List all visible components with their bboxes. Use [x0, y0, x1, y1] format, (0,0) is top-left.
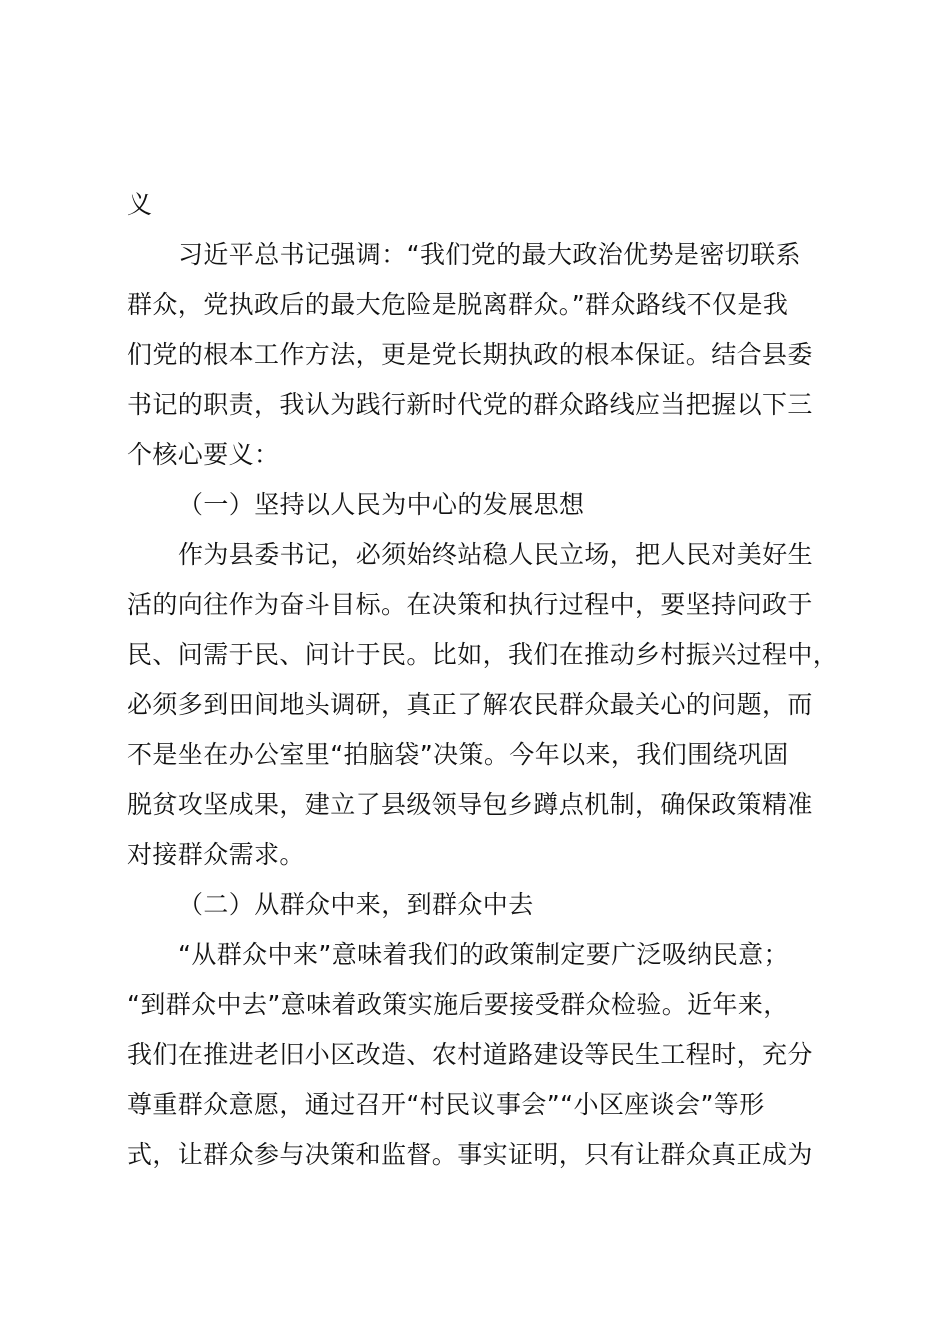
text-line: “到群众中去”意味着政策实施后要接受群众检验。近年来， — [127, 990, 789, 1019]
text-line: 不是坐在办公室里“拍脑袋”决策。今年以来，我们围绕巩固 — [127, 740, 789, 769]
paragraph-first-line: 作为县委书记，必须始终站稳人民立场，把人民对美好生 — [178, 540, 814, 569]
text-line: 民、问需于民、问计于民。比如，我们在推动乡村振兴过程中， — [127, 640, 839, 669]
text-line: 义 — [127, 190, 153, 219]
text-line: 群众，党执政后的最大危险是脱离群众。”群众路线不仅是我 — [127, 290, 789, 319]
section-heading-1: （一）坚持以人民为中心的发展思想 — [178, 490, 585, 519]
text-line: 们党的根本工作方法，更是党长期执政的根本保证。结合县委 — [127, 340, 813, 369]
text-line: 书记的职责，我认为践行新时代党的群众路线应当把握以下三 — [127, 390, 813, 419]
text-line: 对接群众需求。 — [127, 840, 305, 869]
text-line: 必须多到田间地头调研，真正了解农民群众最关心的问题，而 — [127, 690, 813, 719]
text-line: 脱贫攻坚成果，建立了县级领导包乡蹲点机制，确保政策精准 — [127, 790, 813, 819]
text-line: 个核心要义： — [127, 440, 280, 469]
text-line: 活的向往作为奋斗目标。在决策和执行过程中，要坚持问政于 — [127, 590, 813, 619]
paragraph-first-line: “从群众中来”意味着我们的政策制定要广泛吸纳民意； — [178, 940, 789, 969]
text-line: 尊重群众意愿，通过召开“村民议事会”“小区座谈会”等形 — [127, 1090, 765, 1119]
text-line: 我们在推进老旧小区改造、农村道路建设等民生工程时，充分 — [127, 1040, 813, 1069]
text-line: 式，让群众参与决策和监督。事实证明，只有让群众真正成为 — [127, 1140, 813, 1169]
paragraph-first-line: 习近平总书记强调：“我们党的最大政治优势是密切联系 — [178, 240, 801, 269]
document-body — [127, 180, 837, 1180]
section-heading-2: （二）从群众中来，到群众中去 — [178, 890, 534, 919]
